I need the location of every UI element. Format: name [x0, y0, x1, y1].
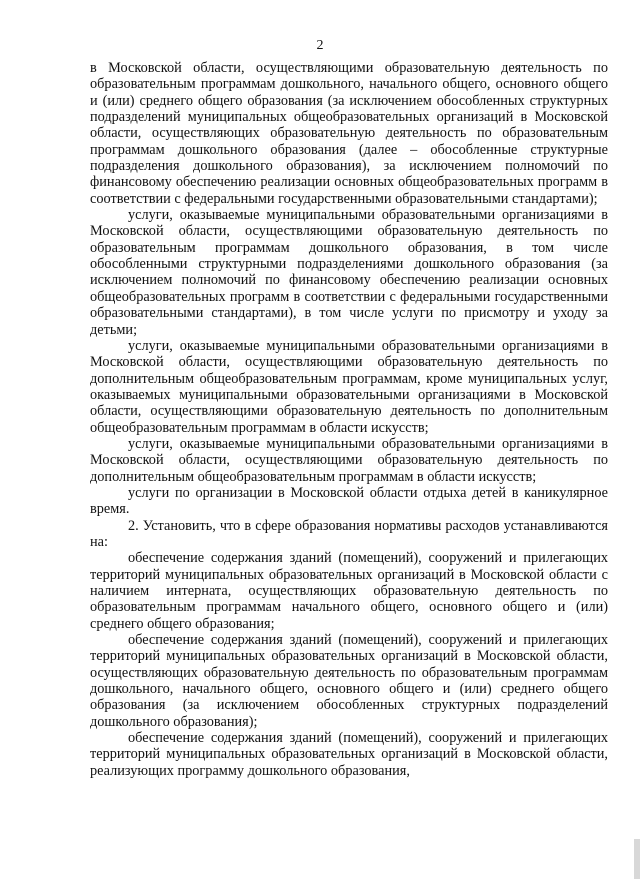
- scan-edge-shadow: [634, 839, 640, 879]
- page-number: 2: [316, 38, 324, 53]
- paragraph-5: услуги по организации в Московской области отдыха детей в каникулярное время.: [90, 484, 608, 518]
- paragraph-2: услуги, оказываемые муниципальными образовательными организациями в Московской области, осуществляющими образовательную деятельность по образовательным программам дошкольного образования, в том числе обособленными структурными подразделениями дошкольного образования (за исключением полномочий по финансовому обеспечению реализации основных общеобразовательных программ в соответствии с федеральными государственными образовательными стандартами), в том числе услуги по присмотру и уходу за детьми;: [90, 207, 608, 338]
- document-body: [90, 60, 608, 779]
- paragraph-4: услуги, оказываемые муниципальными образовательными организациями в Московской области, осуществляющими образовательную деятельность по дополнительным общеобразовательным программам в области искусств;: [90, 435, 608, 485]
- paragraph-1: в Московской области, осуществляющими образовательную деятельность по образовательным программам дошкольного, начального общего, основного общего и (или) среднего общего образования (за исключением обособленных структурных подразделений муниципальных общеобразовательных организаций в Московской области, осуществляющих образовательную деятельность по образовательным программам дошкольного образования (далее – обособленные структурные подразделения дошкольного образования), за исключением полномочий по финансовому обеспечению реализации основных общеобразовательных программ в соответствии с федеральными государственными образовательными стандартами);: [90, 60, 608, 207]
- paragraph-8: обеспечение содержания зданий (помещений), сооружений и прилегающих территорий муниципальных образовательных организаций в Московской области, осуществляющих образовательную деятельность по образовательным программам дошкольного, начального общего, основного общего и (или) среднего общего образования (за исключением обособленных структурных подразделений дошкольного образования);: [90, 632, 608, 730]
- paragraph-9: обеспечение содержания зданий (помещений), сооружений и прилегающих территорий муниципальных образовательных организаций в Московской области, реализующих программу дошкольного образования,: [90, 730, 608, 779]
- paragraph-3: услуги, оказываемые муниципальными образовательными организациями в Московской области, осуществляющими образовательную деятельность по дополнительным общеобразовательным программам, кроме муниципальных услуг, оказываемых муниципальными образовательными организациями в Московской области, осуществляющими образовательную деятельность по дополнительным общеобразовательным программам в области искусств;: [90, 337, 608, 436]
- paragraph-6: 2. Установить, что в сфере образования нормативы расходов устанавливаются на:: [90, 517, 608, 550]
- paragraph-7: обеспечение содержания зданий (помещений), сооружений и прилегающих территорий муниципальных образовательных организаций в Московской области с наличием интерната, осуществляющих образовательную деятельность по образовательным программам начального общего, основного общего и (или) среднего общего образования;: [90, 550, 608, 632]
